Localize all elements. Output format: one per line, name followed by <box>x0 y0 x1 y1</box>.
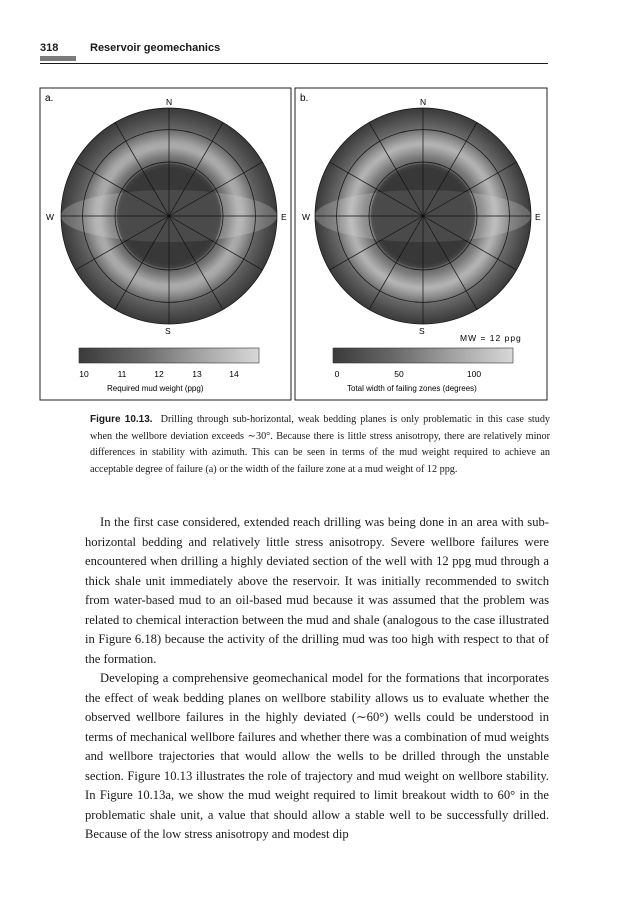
figure-caption <box>90 412 550 478</box>
colorbar-tick-label: 13 <box>192 369 202 379</box>
caption-text: Drilling through sub-horizontal, weak bedding planes is only problematic in this case study when the wellbore deviation exceeds ∼30°. Because there is little stress anisotropy, there are relatively minor differences in stability with azimuth. This can be seen in terms of the mud weight required to achieve an acceptable degree of failure (a) or the width of the failure zone at a mud weight of 12 ppg. <box>90 414 551 475</box>
colorbar-tick-label: 12 <box>154 369 164 379</box>
figure-10-13 <box>0 0 633 410</box>
panel-b-mud-weight-annotation: MW = 12 ppg <box>460 333 522 343</box>
panel-a-east-label: E <box>281 212 287 222</box>
panel-a-south-label: S <box>165 326 171 336</box>
panel-b-north-label: N <box>420 97 427 107</box>
caption-label: Figure 10.13. <box>90 414 153 425</box>
panel-a-label: a. <box>45 93 54 104</box>
running-title: Reservoir geomechanics <box>90 42 221 54</box>
colorbar-tick-label: 14 <box>229 369 239 379</box>
panel-b-colorbar <box>333 348 513 363</box>
panel-a-west-label: W <box>46 212 55 222</box>
panel-b-colorbar-ticks <box>335 369 482 379</box>
panel-a-north-label: N <box>166 97 173 107</box>
body-text <box>85 513 549 845</box>
panel-a-colorbar-title: Required mud weight (ppg) <box>107 384 204 393</box>
panel-a-colorbar-ticks <box>79 369 239 379</box>
colorbar-tick-label: 11 <box>117 369 127 379</box>
page-number: 318 <box>40 42 59 54</box>
panel-b-label: b. <box>300 93 309 104</box>
colorbar-tick-label: 100 <box>466 369 482 379</box>
colorbar-tick-label: 50 <box>394 369 404 379</box>
colorbar-tick-label: 10 <box>79 369 89 379</box>
panel-b-west-label: W <box>302 212 311 222</box>
panel-a-colorbar <box>79 348 259 363</box>
panel-b-south-label: S <box>419 326 425 336</box>
panel-b-colorbar-title: Total width of failing zones (degrees) <box>347 384 477 393</box>
colorbar-tick-label: 0 <box>334 369 340 379</box>
body-paragraph: Developing a comprehensive geomechanical model for the formations that incorporates the effect of weak bedding planes on wellbore stability allows us to evaluate whether the observed wellbore failures in the highly deviated (∼60°) wells could be understood in terms of mechanical wellbore failures and whether there was a combination of mud weights and wellbore trajectories that would allow the wells to be drilled through the unstable section. Figure 10.13 illustrates the role of trajectory and mud weight on wellbore stability. In Figure 10.13a, we show the mud weight required to limit breakout width to 60° in the problematic shale unit, a value that should allow a stable well to be successfully drilled. Because of the low stress anisotropy and modest dip <box>85 671 549 841</box>
panel-b-east-label: E <box>535 212 541 222</box>
body-paragraph: In the first case considered, extended reach drilling was being done in an area with sub-horizontal bedding and relatively little stress anisotropy. Severe wellbore failures were encountered when drilling a highly deviated section of the well with 12 ppg mud through a thick shale unit immediately above the reservoir. It was initially recommended to switch from water-based mud to an oil-based mud because it was assumed that the problem was related to chemical interaction between the mud and shale (analogous to the case illustrated in Figure 6.18) because the activity of the drilling mud was too high with respect to that of the formation. <box>85 515 549 666</box>
